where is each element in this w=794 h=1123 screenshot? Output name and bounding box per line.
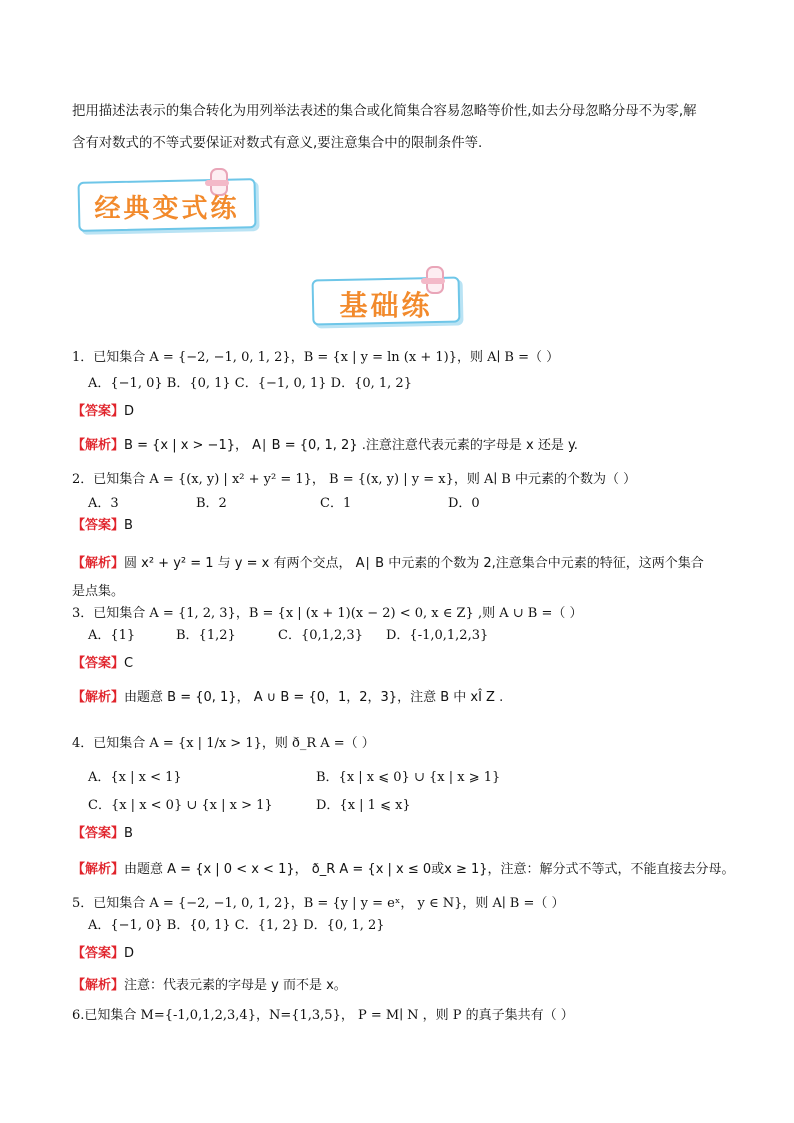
option-c: C．{x | x < 0} ∪ {x | x > 1} bbox=[88, 798, 273, 813]
question-5-answer bbox=[72, 942, 134, 961]
option-b: B．2 bbox=[196, 496, 227, 511]
question-5-stem: 5．已知集合 A = {−2, −1, 0, 1, 2}，B = {y | y = eˣ， y ∈ N}，则 A∣ B =（ ） bbox=[72, 896, 565, 911]
question-1-explanation bbox=[72, 434, 578, 453]
question-4-answer bbox=[72, 822, 133, 841]
explain-tag: 【解析】 bbox=[72, 690, 125, 705]
banner-basic bbox=[312, 278, 460, 324]
answer-value: D bbox=[124, 946, 135, 961]
option-d: D．{-1,0,1,2,3} bbox=[386, 628, 489, 643]
option-d: D．{x | 1 ⩽ x} bbox=[316, 798, 411, 813]
question-2-stem: 2．已知集合 A = {(x, y) | x² + y² = 1}， B = {(x, y) | y = x}，则 A∣ B 中元素的个数为（ ） bbox=[72, 472, 637, 487]
explain-text: 注意：代表元素的字母是 y 而不是 x。 bbox=[124, 978, 347, 993]
answer-tag: 【答案】 bbox=[72, 656, 125, 671]
question-1-answer bbox=[72, 400, 134, 419]
answer-value: C bbox=[124, 656, 134, 671]
explain-tag: 【解析】 bbox=[72, 556, 125, 571]
question-4-options-row-2 bbox=[88, 794, 411, 813]
question-3-options bbox=[88, 624, 488, 643]
question-4-explanation bbox=[72, 858, 735, 877]
banner-classic-label: 经典变式练 bbox=[94, 194, 240, 224]
intro-line-2: 含有对数式的不等式要保证对数式有意义,要注意集合中的限制条件等. bbox=[72, 136, 483, 151]
banner-classic bbox=[78, 180, 256, 230]
answer-value: B bbox=[124, 518, 133, 533]
question-2-answer bbox=[72, 514, 133, 533]
explain-text: 由题意 A = {x | 0 < x < 1}， ð_R A = {x | x ≤ 0或x ≥ 1}，注意：解分式不等式，不能直接去分母。 bbox=[124, 862, 735, 877]
answer-value: D bbox=[124, 404, 135, 419]
intro-paragraph bbox=[72, 96, 732, 160]
banner-basic-label: 基础练 bbox=[339, 289, 433, 322]
question-6-stem: 6.已知集合 M={-1,0,1,2,3,4}，N={1,3,5}， P = M∣ N ，则 P 的真子集共有（ ） bbox=[72, 1008, 574, 1023]
explain-tag: 【解析】 bbox=[72, 438, 125, 453]
answer-tag: 【答案】 bbox=[72, 518, 125, 533]
answer-tag: 【答案】 bbox=[72, 404, 125, 419]
answer-tag: 【答案】 bbox=[72, 826, 125, 841]
answer-tag: 【答案】 bbox=[72, 946, 125, 961]
intro-line-1: 把用描述法表示的集合转化为用列举法表述的集合或化简集合容易忽略等价性,如去分母忽略分母不为零,解 bbox=[72, 104, 697, 119]
option-a: A．3 bbox=[88, 496, 119, 511]
explain-tag: 【解析】 bbox=[72, 862, 125, 877]
question-5-options: A．{−1, 0} B．{0, 1} C．{1, 2} D．{0, 1, 2} bbox=[88, 918, 385, 933]
explain-text: 圆 x² + y² = 1 与 y = x 有两个交点， A∣ B 中元素的个数为 2,注意集合中元素的特征，这两个集合 bbox=[124, 556, 704, 571]
question-4-options-row-1 bbox=[88, 766, 500, 785]
option-a: A．{x | x < 1} bbox=[88, 770, 182, 785]
question-3-stem: 3．已知集合 A = {1, 2, 3}，B = {x | (x + 1)(x − 2) < 0, x ∈ Z} ,则 A ∪ B =（ ） bbox=[72, 606, 583, 621]
answer-value: B bbox=[124, 826, 133, 841]
explain-text: 由题意 B = {0, 1}， A ∪ B = {0，1，2，3}，注意 B 中 xÎ Z . bbox=[124, 690, 504, 705]
question-1-stem: 1．已知集合 A = {−2, −1, 0, 1, 2}，B = {x | y = ln (x + 1)}，则 A∣ B =（ ） bbox=[72, 350, 560, 365]
option-b: B．{x | x ⩽ 0} ∪ {x | x ⩾ 1} bbox=[316, 770, 501, 785]
option-d: D．0 bbox=[448, 496, 480, 511]
question-3-explanation bbox=[72, 686, 503, 705]
question-2-options bbox=[88, 492, 480, 511]
question-1-options: A．{−1, 0} B．{0, 1} C．{−1, 0, 1} D．{0, 1, 2} bbox=[88, 376, 412, 391]
question-2-explanation bbox=[72, 552, 704, 571]
question-5-explanation bbox=[72, 974, 347, 993]
option-c: C．{0,1,2,3} bbox=[278, 628, 363, 643]
option-c: C．1 bbox=[320, 496, 352, 511]
explain-tag: 【解析】 bbox=[72, 978, 125, 993]
option-a: A．{1} bbox=[88, 628, 136, 643]
question-2-explanation-line-2: 是点集。 bbox=[72, 584, 125, 599]
option-b: B．{1,2} bbox=[176, 628, 236, 643]
question-4-stem: 4．已知集合 A = {x | 1/x > 1}，则 ð_R A =（ ） bbox=[72, 736, 375, 751]
question-3-answer bbox=[72, 652, 133, 671]
explain-text: B = {x | x > −1}， A∣ B = {0, 1, 2} .注意注意代表元素的字母是 x 还是 y. bbox=[124, 438, 578, 453]
